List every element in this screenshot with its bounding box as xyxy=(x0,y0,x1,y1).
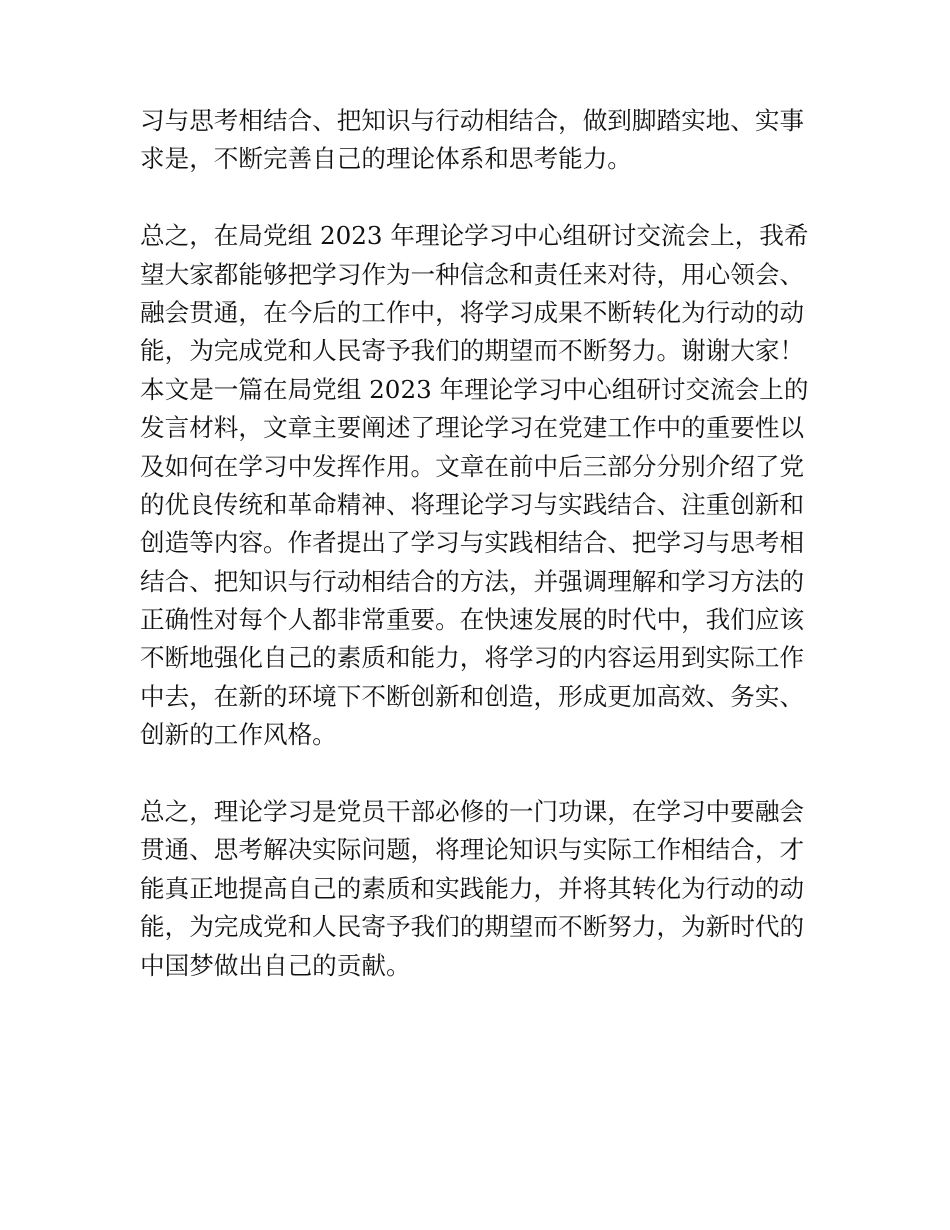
text-line: 及如何在学习中发挥作用。文章在前中后三部分分别介绍了党 xyxy=(140,451,805,481)
text-line: 发言材料，文章主要阐述了理论学习在党建工作中的重要性以 xyxy=(140,413,805,443)
document-page xyxy=(140,102,812,985)
text-line: 总之，在局党组 2023 年理论学习中心组研讨交流会上，我希 xyxy=(140,221,809,251)
text-line: 结合、把知识与行动相结合的方法，并强调理解和学习方法的 xyxy=(140,566,805,596)
text-line: 创造等内容。作者提出了学习与实践相结合、把学习与思考相 xyxy=(140,528,805,558)
text-line: 能，为完成党和人民寄予我们的期望而不断努力。谢谢大家！ xyxy=(140,336,805,366)
text-line: 本文是一篇在局党组 2023 年理论学习中心组研讨交流会上的 xyxy=(140,374,809,404)
text-line: 正确性对每个人都非常重要。在快速发展的时代中，我们应该 xyxy=(140,605,805,635)
text-line: 贯通、思考解决实际问题，将理论知识与实际工作相结合，才 xyxy=(140,835,805,865)
text-line: 的优良传统和革命精神、将理论学习与实践结合、注重创新和 xyxy=(140,489,805,519)
paragraph-gap xyxy=(140,179,812,217)
text-line: 中去，在新的环境下不断创新和创造，形成更加高效、务实、 xyxy=(140,681,805,711)
paragraph-2 xyxy=(140,217,812,754)
text-line: 习与思考相结合、把知识与行动相结合，做到脚踏实地、实事 xyxy=(140,106,805,135)
text-line: 融会贯通，在今后的工作中，将学习成果不断转化为行动的动 xyxy=(140,297,805,327)
paragraph-1 xyxy=(140,102,812,179)
text-line: 能，为完成党和人民寄予我们的期望而不断努力，为新时代的 xyxy=(140,912,805,942)
text-line: 不断地强化自己的素质和能力，将学习的内容运用到实际工作 xyxy=(140,643,805,673)
text-line: 望大家都能够把学习作为一种信念和责任来对待，用心领会、 xyxy=(140,259,805,289)
text-line: 求是，不断完善自己的理论体系和思考能力。 xyxy=(140,144,632,174)
text-line: 总之，理论学习是党员干部必修的一门功课，在学习中要融会 xyxy=(140,797,805,827)
paragraph-gap xyxy=(140,755,812,793)
text-line: 创新的工作风格。 xyxy=(140,720,337,750)
paragraph-3 xyxy=(140,793,812,985)
text-line: 能真正地提高自己的素质和实践能力，并将其转化为行动的动 xyxy=(140,873,805,903)
text-line: 中国梦做出自己的贡献。 xyxy=(140,950,411,980)
